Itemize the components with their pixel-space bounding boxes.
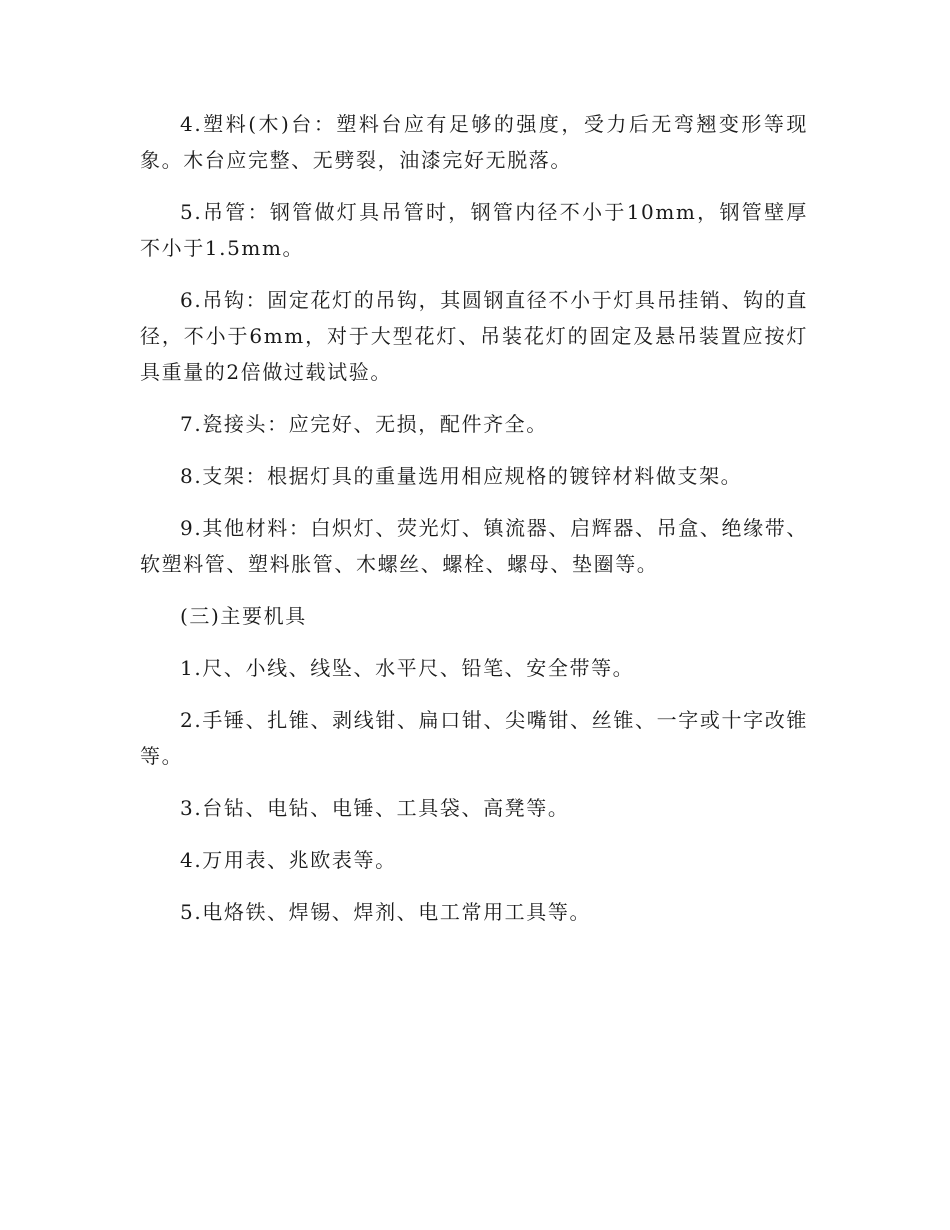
paragraph-other-materials: 9.其他材料：白炽灯、荧光灯、镇流器、启辉器、吊盒、绝缘带、软塑料管、塑料胀管、木螺丝、螺栓、螺母、垫圈等。 [140, 516, 808, 576]
tools-item-4: 4.万用表、兆欧表等。 [180, 848, 397, 872]
tools-item-1: 1.尺、小线、线坠、水平尺、铅笔、安全带等。 [180, 656, 635, 680]
tools-item-2: 2.手锤、扎锥、剥线钳、扁口钳、尖嘴钳、丝锥、一字或十字改锥等。 [140, 708, 808, 768]
paragraph-hanging-pipe: 5.吊管：钢管做灯具吊管时，钢管内径不小于10mm，钢管壁厚不小于1.5mm。 [140, 200, 808, 260]
tools-item-3: 3.台钻、电钻、电锤、工具袋、高凳等。 [180, 796, 570, 820]
document-body [140, 106, 808, 946]
paragraph-bracket: 8.支架：根据灯具的重量选用相应规格的镀锌材料做支架。 [180, 464, 743, 488]
section-heading-main-tools: (三)主要机具 [180, 604, 307, 628]
paragraph-hook: 6.吊钩：固定花灯的吊钩，其圆钢直径不小于灯具吊挂销、钩的直径，不小于6mm，对于大型花灯、吊装花灯的固定及悬吊装置应按灯具重量的2倍做过载试验。 [140, 288, 808, 384]
tools-item-5: 5.电烙铁、焊锡、焊剂、电工常用工具等。 [180, 900, 592, 924]
paragraph-plastic-wood-base: 4.塑料(木)台：塑料台应有足够的强度，受力后无弯翘变形等现象。木台应完整、无劈裂，油漆完好无脱落。 [140, 112, 808, 172]
paragraph-porcelain-connector: 7.瓷接头：应完好、无损，配件齐全。 [180, 412, 548, 436]
